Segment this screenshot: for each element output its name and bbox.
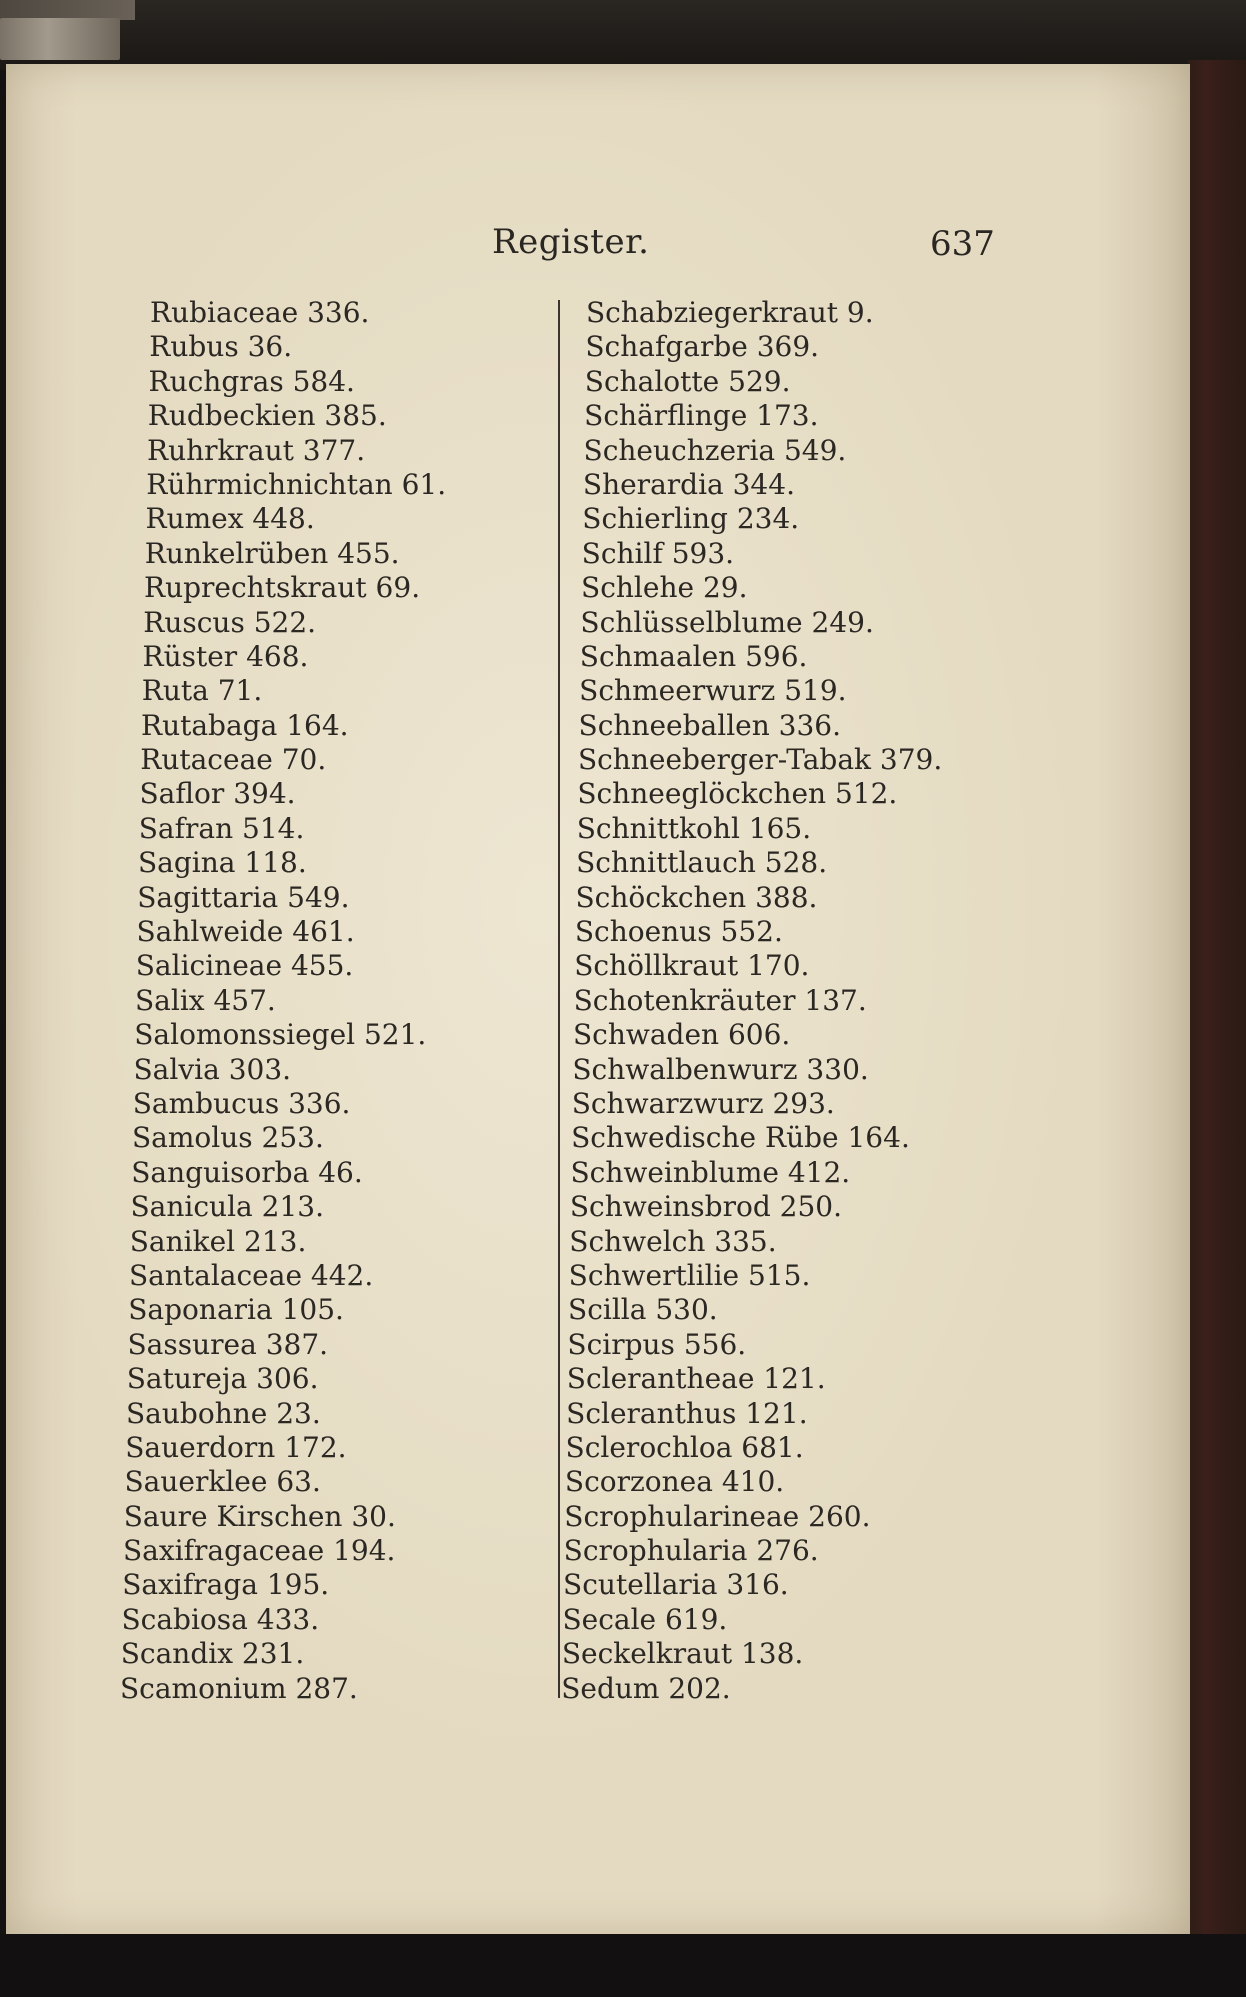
index-entry: Sclerantheae 121. <box>566 1362 826 1396</box>
index-entry: Sahlweide 461. <box>136 915 355 949</box>
index-entry: Ruchgras 584. <box>148 364 355 398</box>
index-entry: Sclerochloa 681. <box>565 1430 804 1464</box>
index-entry: Schwaden 606. <box>572 1018 791 1052</box>
index-entry: Schafgarbe 369. <box>585 330 820 364</box>
index-entry: Schotenkräuter 137. <box>573 983 867 1017</box>
index-entry: Schmeerwurz 519. <box>579 674 847 708</box>
index-entry: Salix 457. <box>135 983 276 1017</box>
index-entry: Satureja 306. <box>126 1362 319 1396</box>
index-entry: Schnittlauch 528. <box>576 846 828 880</box>
index-entry: Schweinblume 412. <box>570 1155 851 1189</box>
index-entry: Sambucus 336. <box>132 1086 351 1120</box>
index-entry: Scilla 530. <box>568 1293 718 1327</box>
index-entry: Rubus 36. <box>149 330 293 364</box>
index-entry: Sagittaria 549. <box>137 880 350 914</box>
index-entry: Sagina 118. <box>138 846 307 880</box>
index-entry: Scrophularineae 260. <box>564 1499 871 1533</box>
index-entry: Schöllkraut 170. <box>574 949 810 983</box>
index-entry: Schweinsbrod 250. <box>569 1190 843 1224</box>
index-entry: Ruhrkraut 377. <box>147 433 366 467</box>
index-column-right <box>561 296 950 1706</box>
index-entry: Ruprechtskraut 69. <box>144 571 421 605</box>
index-entry: Salvia 303. <box>133 1052 292 1086</box>
index-entry: Ruta 71. <box>141 674 263 708</box>
index-entry: Rudbeckien 385. <box>147 399 387 433</box>
index-entry: Saflor 394. <box>139 777 296 811</box>
index-entry: Sauerdorn 172. <box>125 1430 347 1464</box>
index-entry: Secale 619. <box>562 1602 728 1636</box>
index-entry: Samolus 253. <box>132 1121 324 1155</box>
index-entry: Saxifragaceae 194. <box>123 1534 396 1568</box>
binding-strap-shadow <box>0 0 135 20</box>
index-entry: Schlüsselblume 249. <box>580 605 874 639</box>
index-entry: Scamonium 287. <box>120 1671 358 1705</box>
index-entry: Saure Kirschen 30. <box>123 1499 396 1533</box>
book-cover-edge <box>1188 60 1246 1997</box>
index-entry: Schärflinge 173. <box>584 399 819 433</box>
index-entry: Scutellaria 316. <box>563 1568 789 1602</box>
index-entry: Schilf 593. <box>581 536 735 570</box>
page-number: 637 <box>930 224 995 264</box>
index-entry: Schwarzwurz 293. <box>571 1086 835 1120</box>
index-entry: Saponaria 105. <box>128 1293 344 1327</box>
index-entry: Schlehe 29. <box>581 571 748 605</box>
index-entry: Schoenus 552. <box>574 915 783 949</box>
index-entry: Rüster 468. <box>142 639 309 673</box>
index-entry: Salomonssiegel 521. <box>134 1018 427 1052</box>
index-entry: Sassurea 387. <box>127 1327 329 1361</box>
book-binding-bottom <box>0 1934 1246 1997</box>
index-entry: Schabziegerkraut 9. <box>586 296 874 329</box>
index-entry: Schwedische Rübe 164. <box>571 1121 910 1155</box>
book-binding-top <box>0 0 1246 70</box>
index-entry: Rutabaga 164. <box>141 708 349 742</box>
index-entry: Sedum 202. <box>561 1671 731 1705</box>
index-entry: Scleranthus 121. <box>566 1396 808 1430</box>
index-entry: Runkelrüben 455. <box>144 536 400 570</box>
index-entry: Rutaceae 70. <box>140 743 327 777</box>
index-entry: Scabiosa 433. <box>121 1602 320 1636</box>
index-entry: Schöckchen 388. <box>575 880 818 914</box>
index-entry: Sanguisorba 46. <box>131 1155 363 1189</box>
index-entry: Scandix 231. <box>120 1637 305 1671</box>
index-entry: Schalotte 529. <box>584 364 791 398</box>
index-entry: Scorzonea 410. <box>564 1465 785 1499</box>
index-entry: Schneeballen 336. <box>578 708 842 742</box>
index-entry: Sanicula 213. <box>130 1190 324 1224</box>
index-entry: Schierling 234. <box>582 502 800 536</box>
index-entry: Scirpus 556. <box>567 1327 747 1361</box>
index-entry: Schwertlilie 515. <box>568 1258 811 1292</box>
column-divider <box>558 300 560 1698</box>
index-entry: Schnittkohl 165. <box>576 811 812 845</box>
index-column-left <box>120 296 450 1706</box>
index-entry: Safran 514. <box>138 811 305 845</box>
index-entry: Ruscus 522. <box>143 605 317 639</box>
index-entry: Sanikel 213. <box>129 1224 307 1258</box>
index-entry: Scheuchzeria 549. <box>583 433 847 467</box>
index-entry: Salicineae 455. <box>135 949 354 983</box>
index-entry: Rührmichnichtan 61. <box>146 467 447 501</box>
index-entry: Saubohne 23. <box>126 1396 321 1430</box>
binding-strap <box>0 18 120 60</box>
index-entry: Schwelch 335. <box>569 1224 777 1258</box>
index-entry: Santalaceae 442. <box>129 1258 374 1292</box>
index-entry: Schmaalen 596. <box>579 639 808 673</box>
index-entry: Schwalbenwurz 330. <box>572 1052 869 1086</box>
index-entry: Saxifraga 195. <box>122 1568 330 1602</box>
index-entry: Sauerklee 63. <box>124 1465 321 1499</box>
running-head: Register. <box>492 222 650 262</box>
index-entry: Seckelkraut 138. <box>561 1637 804 1671</box>
index-entry: Sherardia 344. <box>582 467 795 501</box>
index-entry: Rumex 448. <box>145 502 315 536</box>
index-entry: Scrophularia 276. <box>563 1534 819 1568</box>
index-entry: Schneeberger-Tabak 379. <box>577 743 943 777</box>
index-entry: Schneeglöckchen 512. <box>577 777 898 811</box>
index-entry: Rubiaceae 336. <box>150 296 370 329</box>
